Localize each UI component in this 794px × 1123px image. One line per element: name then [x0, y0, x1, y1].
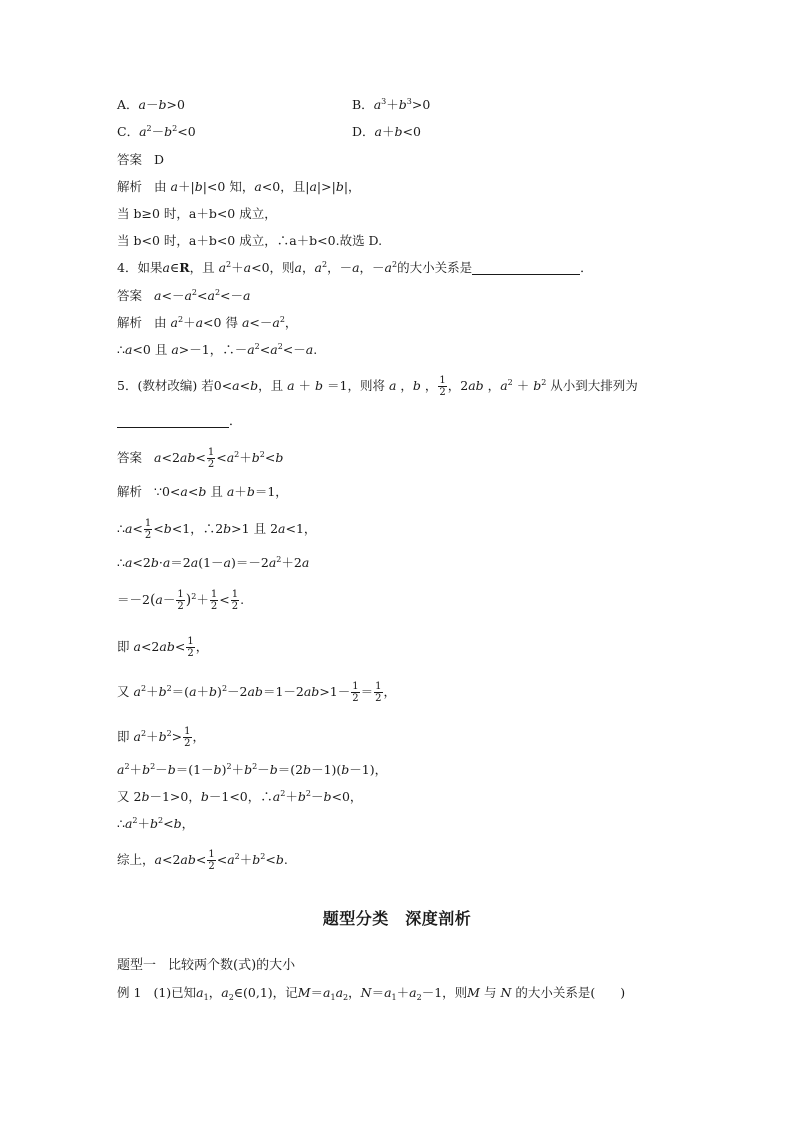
q4-analysis-line2: ∴a<0 且 a>－1，$\therefore-a^2<a^2<-a$. [117, 342, 318, 357]
q5-analysis-line2: ∴a< $\frac{1}{2}$ <b<1，∴2b>1 且 2a<1， [117, 518, 317, 541]
q5-answer: 答案 a<2ab< $\frac{1}{2}$ $<a^2+b^2<b$ [117, 447, 284, 470]
q3-answer: 答案 D [117, 152, 165, 167]
option-b: B．$a^3+b^3>0$ [352, 97, 431, 112]
question-4: 4．如果a∈R，且 $a^2+a<0$，则a，$a^2$，－a，$-a^2$的大小关系是 ． [117, 260, 593, 275]
q5-analysis-line7: 即 $a^2+b^2>$ $\frac{1}{2}$ ， [117, 726, 206, 749]
q5-analysis-line9: 又 2b－1>0，b－1<0，$\therefore a^2+b^2-b<0$， [117, 789, 363, 804]
q5-analysis-line10: $\therefore a^2+b^2<b$， [117, 816, 195, 831]
q5-analysis-line8: $a^2+b^2-b=(1-b)^2+b^2-b=(2b-1)(b-1)$， [117, 762, 388, 777]
q5-analysis-line4: ＝－2(a－ $\frac{1}{2}$ )$^2$＋ $\frac{1}{2}$ < $\frac{1}{2}$ . [117, 589, 245, 612]
question-5: 5．(教材改编) 若0<a<b，且 a ＋ b ＝1，则将 a ，b ， $\frac{1}{2}$ ，2ab ，$a^2 + b^2$ 从小到大排列为 [117, 375, 638, 398]
answer-blank [117, 427, 229, 428]
option-c: C．$a^2-b^2<0$ [117, 124, 196, 139]
fraction-half: $\frac{1}{2}$ [439, 375, 446, 398]
q3-analysis-line3: 当 b<0 时，a＋b<0 成立，∴a＋b<0.故选 D. [117, 233, 383, 248]
answer-blank [472, 274, 580, 275]
q5-analysis-line5: 即 a<2ab< $\frac{1}{2}$ ， [117, 636, 209, 659]
q5-analysis-line3: $\therefore a<2b\cdot a=2a(1-a)=-2a^2+2a$ [117, 555, 310, 570]
q3-analysis-line2: 当 b≥0 时，a＋b<0 成立， [117, 206, 277, 221]
q5-blank-line: ． [117, 413, 242, 429]
q5-conclusion: 综上，a<2ab< $\frac{1}{2}$ $<a^2+b^2<b$. [117, 849, 288, 872]
option-a: A．a－b>0 [117, 97, 185, 112]
section-heading: 题型分类 深度剖析 [322, 909, 472, 928]
q4-answer: 答案 $a<-a^2<a^2<-a$ [117, 288, 251, 303]
q4-analysis-line1: 解析 由 $a^2+a<0$ 得 $a<-a^2$， [117, 315, 298, 330]
option-d: D．a＋b<0 [352, 124, 421, 139]
q5-analysis-line1: 解析 ∵0<a<b 且 a＋b＝1， [117, 484, 288, 499]
example-1: 例 1 (1)已知$a_1$，$a_2\in(0,1)$，记$M=a_1a_2$，$N=a_1+a_2-1$，则M 与 N 的大小关系是( ) [117, 985, 626, 1002]
type1-heading: 题型一 比较两个数(式)的大小 [117, 958, 296, 973]
q5-analysis-line6: 又 $a^2+b^2=(a+b)^2-2ab=1-2ab>1-$ $\frac{1}{2}$ ＝ $\frac{1}{2}$ ， [117, 681, 397, 704]
q3-analysis-line1: 解析 由 a＋|b|<0 知，a<0，且|a|>|b|， [117, 179, 361, 194]
